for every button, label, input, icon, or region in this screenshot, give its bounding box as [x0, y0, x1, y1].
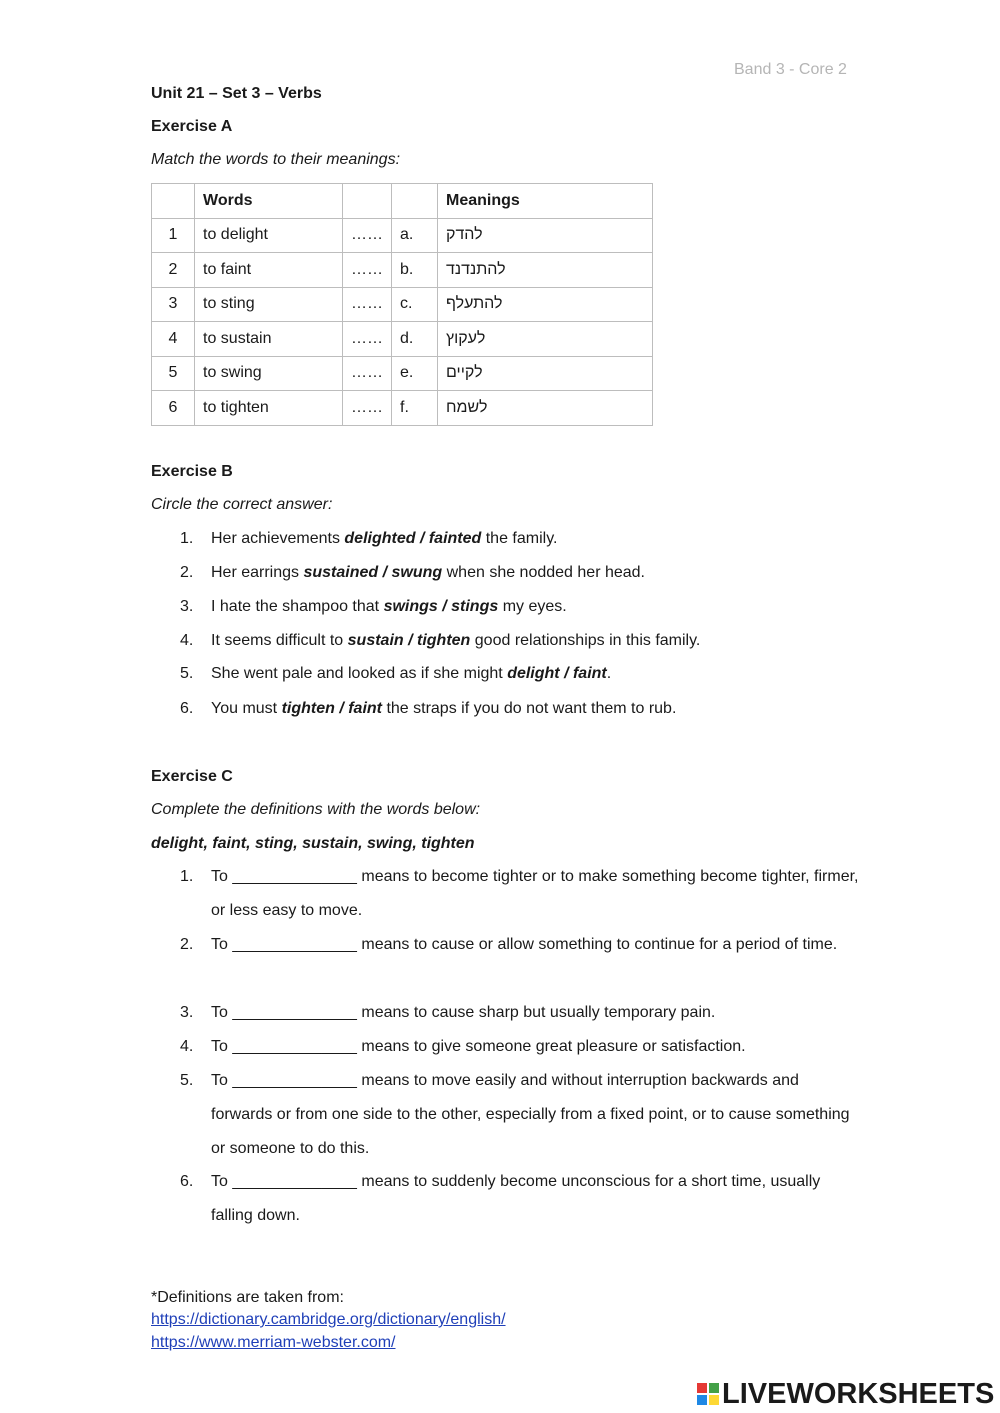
table-row: [152, 218, 653, 253]
header-letter-cell: [392, 184, 438, 219]
page-header-band: Band 3 - Core 2: [734, 61, 847, 78]
item-pre: I hate the shampoo that: [211, 598, 384, 615]
table-header-row: [152, 184, 653, 219]
item-post: my eyes.: [498, 598, 567, 615]
row-meaning: להתעלף: [438, 287, 653, 322]
row-meaning: לעקוץ: [438, 322, 653, 357]
answer-blank[interactable]: ……: [343, 322, 392, 357]
item-pre: Her achievements: [211, 530, 345, 547]
item-post: good relationships in this family.: [470, 632, 701, 649]
item-text: [211, 657, 861, 691]
answer-choice[interactable]: tighten / faint: [281, 700, 382, 717]
answer-blank[interactable]: ……: [343, 356, 392, 391]
definition-text[interactable]: To ______________ means to move easily and without interruption backwards and forwards or from one side to the other, especially from a fixed point, or to cause something or someone to do this.: [211, 1072, 850, 1157]
definition-text[interactable]: To ______________ means to become tighter or to make something become tighter, firmer, or less easy to move.: [211, 868, 859, 919]
table-row: [152, 253, 653, 288]
item-number: 1.: [180, 868, 194, 885]
item-number: 5.: [180, 1072, 194, 1089]
item-number: 2.: [180, 936, 194, 953]
definition-text[interactable]: To ______________ means to suddenly become unconscious for a short time, usually falling down.: [211, 1173, 821, 1224]
exercise-c-instruction: Complete the definitions with the words below:: [151, 801, 481, 818]
row-letter: c.: [392, 287, 438, 322]
matching-table: [151, 183, 653, 426]
row-meaning: להדק: [438, 218, 653, 253]
exercise-c-heading: Exercise C: [151, 768, 233, 785]
row-meaning: להתנדנד: [438, 253, 653, 288]
item-number: 4.: [180, 632, 194, 649]
item-text: [211, 522, 861, 556]
liveworksheets-logo: [697, 1378, 994, 1411]
answer-blank[interactable]: ……: [343, 287, 392, 322]
answer-choice[interactable]: sustain / tighten: [347, 632, 471, 649]
answer-choice[interactable]: delighted / fainted: [344, 530, 482, 547]
item-pre: You must: [211, 700, 282, 717]
item-number: 1.: [180, 530, 194, 547]
row-number: 3: [152, 287, 195, 322]
item-number: 6.: [180, 700, 194, 717]
row-letter: b.: [392, 253, 438, 288]
row-letter: d.: [392, 322, 438, 357]
table-row: [152, 391, 653, 426]
answer-blank[interactable]: ……: [343, 218, 392, 253]
logo-grid-icon: [697, 1383, 719, 1405]
exercise-b-instruction: Circle the correct answer:: [151, 496, 333, 513]
item-number: 5.: [180, 665, 194, 682]
header-words-cell: Words: [195, 184, 343, 219]
item-pre: Her earrings: [211, 564, 304, 581]
merriam-webster-link[interactable]: https://www.merriam-webster.com/: [151, 1334, 396, 1351]
row-word: to tighten: [195, 391, 343, 426]
exercise-a-heading: Exercise A: [151, 118, 233, 135]
definition-text[interactable]: To ______________ means to cause or allow something to continue for a period of time.: [211, 936, 838, 953]
table-row: [152, 322, 653, 357]
item-number: 3.: [180, 598, 194, 615]
row-number: 2: [152, 253, 195, 288]
item-text: [211, 556, 861, 590]
row-word: to faint: [195, 253, 343, 288]
word-bank: delight, faint, sting, sustain, swing, tighten: [151, 835, 475, 852]
header-num-cell: [152, 184, 195, 219]
row-word: to delight: [195, 218, 343, 253]
item-number: 4.: [180, 1038, 194, 1055]
table-row: [152, 356, 653, 391]
logo-text: LIVEWORKSHEETS: [722, 1378, 995, 1410]
row-letter: f.: [392, 391, 438, 426]
exercise-b-heading: Exercise B: [151, 463, 233, 480]
exercise-a-instruction: Match the words to their meanings:: [151, 151, 401, 168]
item-post: the straps if you do not want them to rub.: [382, 700, 677, 717]
header-dots-cell: [343, 184, 392, 219]
item-post: the family.: [481, 530, 558, 547]
row-letter: e.: [392, 356, 438, 391]
answer-blank[interactable]: ……: [343, 253, 392, 288]
definitions-source-note: *Definitions are taken from:: [151, 1289, 344, 1306]
item-text: [211, 590, 861, 624]
definition-text[interactable]: To ______________ means to give someone great pleasure or satisfaction.: [211, 1038, 746, 1055]
item-post: when she nodded her head.: [442, 564, 645, 581]
page-title: Unit 21 – Set 3 – Verbs: [151, 85, 322, 102]
item-pre: She went pale and looked as if she might: [211, 665, 508, 682]
item-text: [211, 624, 861, 658]
row-word: to sting: [195, 287, 343, 322]
item-number: 3.: [180, 1004, 194, 1021]
item-pre: It seems difficult to: [211, 632, 348, 649]
row-number: 6: [152, 391, 195, 426]
item-post: .: [606, 665, 612, 682]
item-text: [211, 692, 861, 726]
row-meaning: לשמח: [438, 391, 653, 426]
row-number: 1: [152, 218, 195, 253]
answer-choice[interactable]: swings / stings: [383, 598, 499, 615]
row-letter: a.: [392, 218, 438, 253]
header-meanings-cell: Meanings: [438, 184, 653, 219]
answer-choice[interactable]: sustained / swung: [303, 564, 443, 581]
item-number: 2.: [180, 564, 194, 581]
row-word: to sustain: [195, 322, 343, 357]
row-number: 4: [152, 322, 195, 357]
table-row: [152, 287, 653, 322]
row-meaning: לקיים: [438, 356, 653, 391]
answer-blank[interactable]: ……: [343, 391, 392, 426]
item-number: 6.: [180, 1173, 194, 1190]
answer-choice[interactable]: delight / faint: [507, 665, 607, 682]
row-word: to swing: [195, 356, 343, 391]
cambridge-link[interactable]: https://dictionary.cambridge.org/dictionary/english/: [151, 1311, 506, 1328]
row-number: 5: [152, 356, 195, 391]
definition-text[interactable]: To ______________ means to cause sharp but usually temporary pain.: [211, 1004, 716, 1021]
